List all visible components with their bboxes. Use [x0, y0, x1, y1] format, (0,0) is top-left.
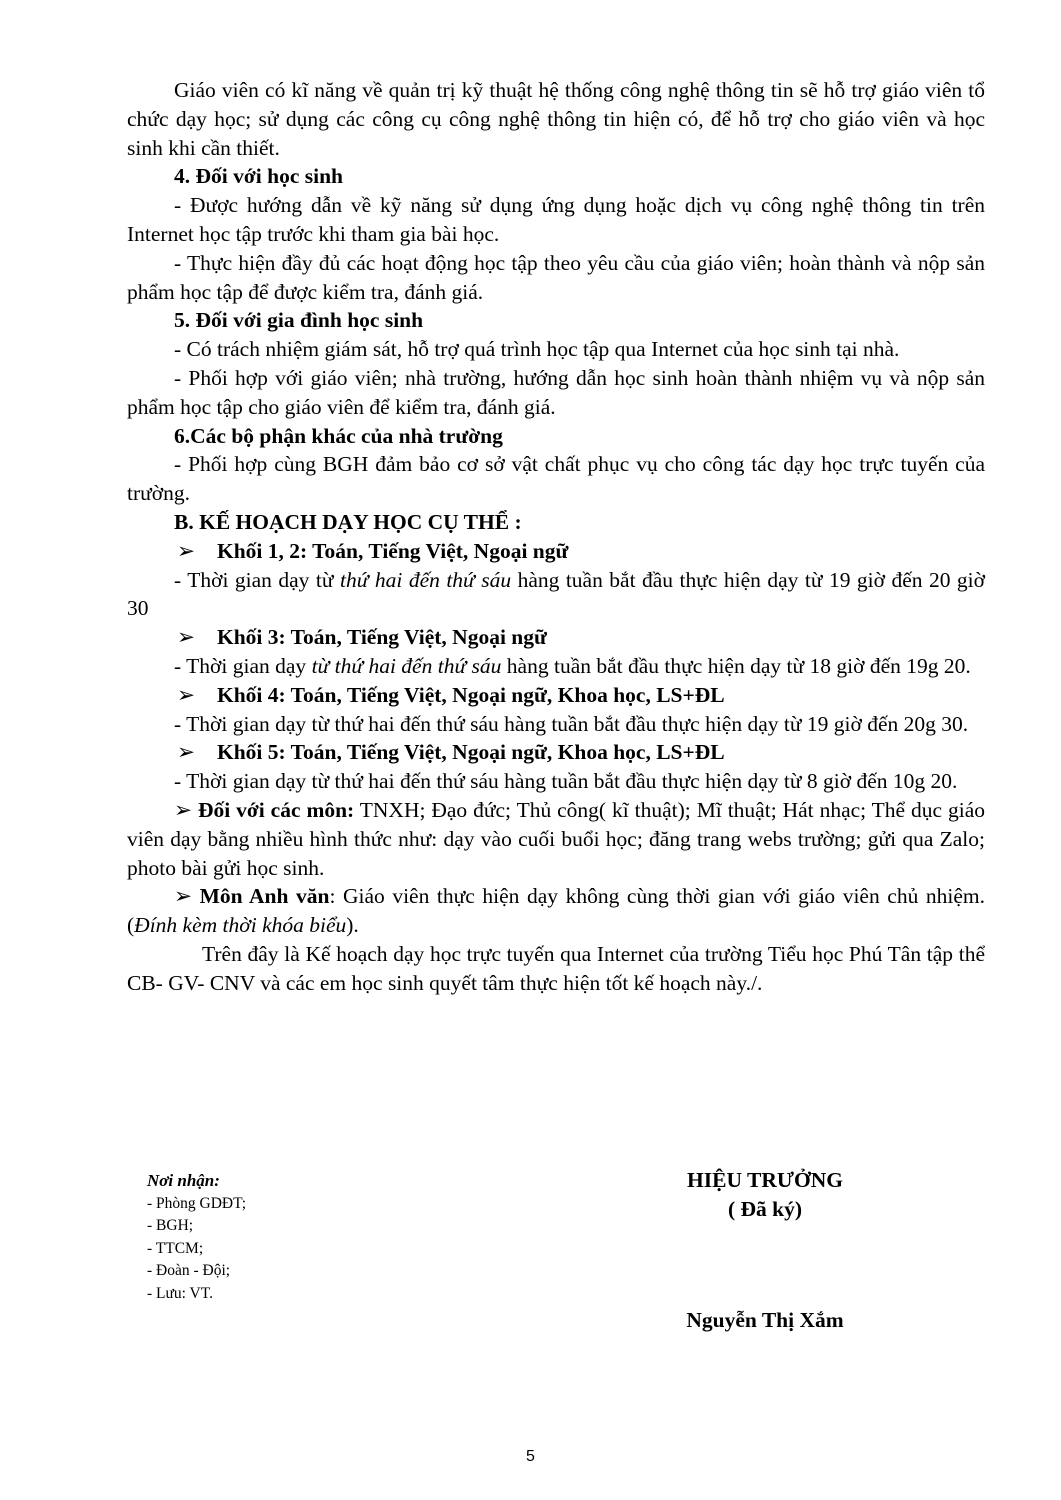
recipient-item: - TTCM; — [147, 1239, 204, 1257]
arrow-bullet-icon: ➢ — [177, 682, 196, 707]
arrow-bullet-icon: ➢ — [174, 797, 193, 822]
signer-role: HIỆU TRƯỞNG — [687, 1168, 843, 1192]
paragraph-families-supervise: - Có trách nhiệm giám sát, hỗ trợ quá trình học tập qua Internet của học sinh tại nhà. — [174, 337, 900, 362]
grade-5-schedule: - Thời gian dạy từ thứ hai đến thứ sáu hàng tuần bắt đầu thực hiện dạy từ 8 giờ đến 10g 20. — [174, 769, 958, 794]
grade-1-2-title: ➢ Khối 1, 2: Toán, Tiếng Việt, Ngoại ngữ — [127, 537, 985, 566]
signature-block — [600, 1166, 930, 1335]
grade-1-2-schedule: - Thời gian dạy từ thứ hai đến thứ sáu hàng tuần bắt đầu thực hiện dạy từ 19 giờ đến 20 giờ 30 — [127, 567, 986, 621]
grade-5-title: ➢ Khối 5: Toán, Tiếng Việt, Ngoại ngữ, Khoa học, LS+ĐL — [127, 738, 985, 767]
arrow-bullet-icon: ➢ — [177, 740, 196, 765]
heading-families: 5. Đối với gia đình học sinh — [174, 308, 424, 333]
paragraph-students-guided: - Được hướng dẫn về kỹ năng sử dụng ứng dụng hoặc dịch vụ công nghệ thông tin trên Internet học tập trước khi tham gia bài học. — [127, 193, 985, 246]
heading-plan-b: B. KẾ HOẠCH DẠY HỌC CỤ THỂ : — [174, 509, 522, 534]
other-subjects-paragraph: ➢ Đối với các môn: TNXH; Đạo đức; Thủ công( kĩ thuật); Mĩ thuật; Hát nhạc; Thể dục giáo viên dạy bằng nhiều hình thức như: dạy vào cuối buổi học; đăng trang webs trường; gửi qua Zalo; photo bài gửi học sinh. — [127, 797, 985, 880]
page-number: 5 — [526, 1448, 535, 1465]
paragraph-students-complete: - Thực hiện đầy đủ các hoạt động học tập theo yêu cầu của giáo viên; hoàn thành và nộp sản phẩm học tập để được kiểm tra, đánh giá. — [127, 250, 985, 304]
grade-3-schedule: - Thời gian dạy từ thứ hai đến thứ sáu hàng tuần bắt đầu thực hiện dạy từ 18 giờ đến 19g 20. — [174, 653, 971, 678]
paragraph-teacher-it-support: Giáo viên có kĩ năng về quản trị kỹ thuật hệ thống công nghệ thông tin sẽ hỗ trợ giáo viên tổ chức dạy học; sử dụng các công cụ công nghệ thông tin hiện có, để hỗ trợ cho giáo viên và học sinh khi cần thiết. — [127, 78, 985, 160]
document-body — [127, 76, 985, 998]
english-subject-paragraph: ➢ Môn Anh văn: Giáo viên thực hiện dạy không cùng thời gian với giáo viên chủ nhiệm. (Đính kèm thời khóa biểu). — [127, 884, 986, 938]
closing-paragraph: Trên đây là Kế hoạch dạy học trực tuyến qua Internet của trường Tiểu học Phú Tân tập thể CB- GV- CNV và các em học sinh quyết tâm thực hiện tốt kế hoạch này./. — [127, 941, 985, 995]
recipient-item: - Lưu: VT. — [147, 1284, 213, 1302]
paragraph-other-units: - Phối hợp cùng BGH đảm bảo cơ sở vật chất phục vụ cho công tác dạy học trực tuyến của trường. — [127, 452, 985, 506]
recipient-item: - BGH; — [147, 1217, 194, 1235]
recipients-title: Nơi nhận: — [147, 1171, 220, 1190]
arrow-bullet-icon: ➢ — [174, 884, 193, 909]
recipients-block — [147, 1170, 246, 1306]
grade-3-title: ➢ Khối 3: Toán, Tiếng Việt, Ngoại ngữ — [127, 623, 985, 652]
paragraph-families-cooperate: - Phối hợp với giáo viên; nhà trường, hướng dẫn học sinh hoàn thành nhiệm vụ và nộp sản phẩm học tập cho giáo viên để kiểm tra, đánh giá. — [127, 365, 985, 419]
recipient-item: - Đoàn - Đội; — [147, 1262, 231, 1280]
arrow-bullet-icon: ➢ — [177, 538, 196, 563]
arrow-bullet-icon: ➢ — [177, 625, 196, 650]
grade-4-title: ➢ Khối 4: Toán, Tiếng Việt, Ngoại ngữ, Khoa học, LS+ĐL — [127, 681, 985, 710]
heading-other-units: 6.Các bộ phận khác của nhà trường — [174, 423, 503, 448]
signed-note: ( Đã ký) — [727, 1197, 803, 1221]
recipient-item: - Phòng GDĐT; — [147, 1194, 247, 1212]
heading-students: 4. Đối với học sinh — [174, 164, 344, 189]
grade-4-schedule: - Thời gian dạy từ thứ hai đến thứ sáu hàng tuần bắt đầu thực hiện dạy từ 19 giờ đến 20g 30. — [174, 711, 969, 736]
signer-name: Nguyễn Thị Xắm — [686, 1308, 844, 1332]
